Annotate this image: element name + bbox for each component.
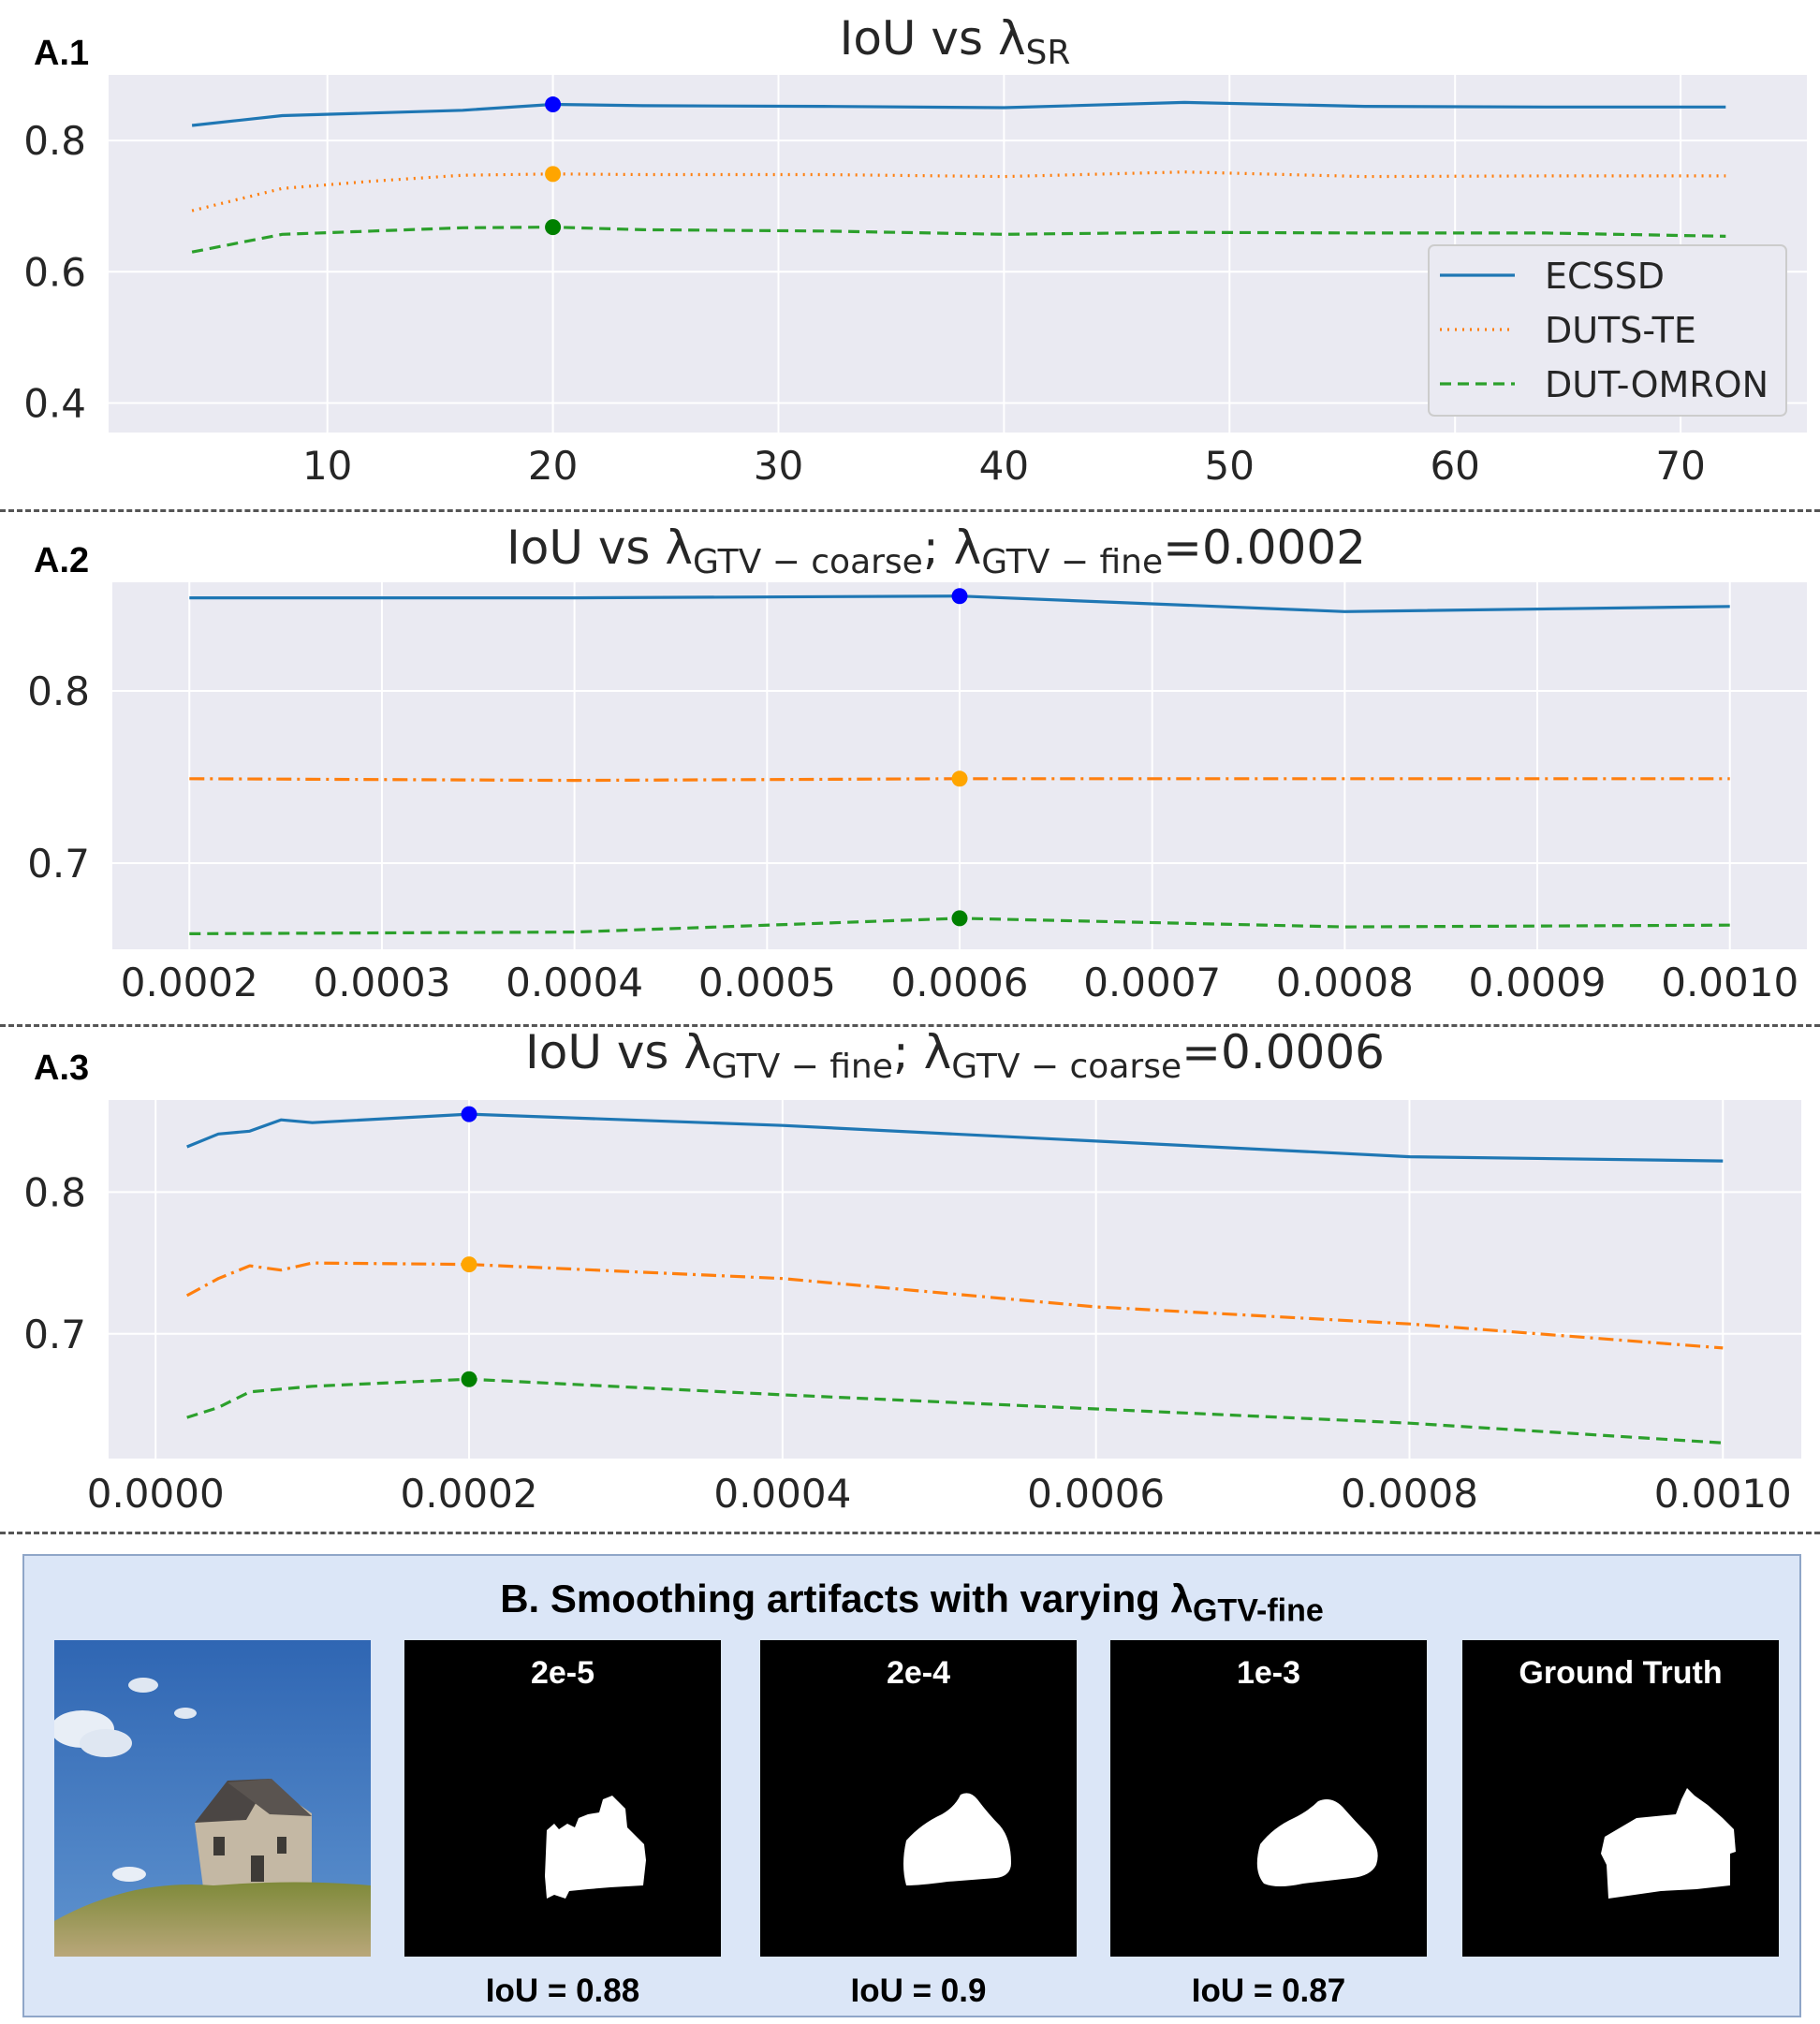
y-tick-label: 0.8 xyxy=(23,1169,86,1216)
chart-a1-title: IoU vs $\lambda_{SR}$ xyxy=(839,11,1071,72)
chart-a1 xyxy=(0,0,1820,506)
x-tick-label: 50 xyxy=(1204,443,1255,489)
panel-label-a2: A.2 xyxy=(34,541,90,580)
iou-2e-4: IoU = 0.9 xyxy=(850,1973,987,2009)
mask-1e-3 xyxy=(1110,1640,1427,1957)
highlight-point xyxy=(545,166,561,182)
chart-a2-title: IoU vs $\lambda_{GTV - coarse}$; $\lambda_{GTV - fine}=0.0002$ xyxy=(506,521,1366,581)
x-tick-label: 10 xyxy=(301,443,353,489)
highlight-point xyxy=(545,219,561,235)
mask-2e-5 xyxy=(404,1640,721,1957)
x-tick-label: 0.0009 xyxy=(1468,960,1607,1005)
mask-label: 2e-5 xyxy=(530,1655,595,1691)
legend-label: DUT-OMRON xyxy=(1545,364,1769,405)
chart-a3-title: IoU vs $\lambda_{GTV - fine}$; $\lambda_{GTV - coarse}=0.0006$ xyxy=(525,1025,1385,1086)
panel-label-a1: A.1 xyxy=(34,34,90,73)
y-tick-label: 0.7 xyxy=(27,840,90,887)
x-tick-label: 0.0006 xyxy=(890,960,1029,1005)
y-tick-label: 0.8 xyxy=(23,118,86,165)
mask-ground-truth xyxy=(1462,1640,1779,1957)
highlight-point xyxy=(545,96,561,112)
x-tick-label: 0.0002 xyxy=(400,1471,538,1517)
x-tick-label: 0.0005 xyxy=(697,960,836,1005)
y-tick-label: 0.4 xyxy=(23,380,86,427)
plot-area xyxy=(109,1100,1801,1459)
highlight-point xyxy=(462,1107,477,1122)
x-tick-label: 20 xyxy=(527,443,579,489)
panel-b xyxy=(22,1554,1801,2017)
mask-2e-4 xyxy=(760,1640,1077,1957)
x-tick-label: 40 xyxy=(978,443,1030,489)
highlight-point xyxy=(952,910,968,926)
x-tick-label: 0.0006 xyxy=(1027,1471,1166,1517)
x-tick-label: 0.0004 xyxy=(506,960,644,1005)
y-tick-label: 0.7 xyxy=(23,1311,86,1357)
y-tick-label: 0.6 xyxy=(23,249,86,296)
iou-2e-5: IoU = 0.88 xyxy=(485,1973,640,2009)
legend-label: ECSSD xyxy=(1545,256,1666,297)
x-tick-label: 0.0008 xyxy=(1340,1471,1478,1517)
x-tick-label: 0.0010 xyxy=(1661,960,1799,1005)
chart-a3 xyxy=(0,1016,1820,1540)
x-tick-label: 0.0000 xyxy=(86,1471,225,1517)
highlight-point xyxy=(462,1371,477,1387)
iou-1e-3: IoU = 0.87 xyxy=(1191,1973,1346,2009)
mask-label: 2e-4 xyxy=(886,1655,951,1691)
x-tick-label: 0.0008 xyxy=(1275,960,1414,1005)
x-tick-label: 0.0010 xyxy=(1653,1471,1792,1517)
legend-label: DUTS-TE xyxy=(1545,310,1696,351)
chart-a2 xyxy=(0,506,1820,1011)
panel-label-a3: A.3 xyxy=(34,1049,90,1088)
x-tick-label: 0.0002 xyxy=(120,960,258,1005)
mask-label: Ground Truth xyxy=(1519,1655,1723,1691)
mask-label: 1e-3 xyxy=(1236,1655,1301,1691)
house-photo xyxy=(54,1640,371,1957)
highlight-point xyxy=(952,770,968,786)
panel-b-title: B. Smoothing artifacts with varying $\lambda_{GTV-fine}$ xyxy=(500,1577,1324,1629)
separator-1 xyxy=(0,509,1820,512)
highlight-point xyxy=(952,588,968,604)
x-tick-label: 30 xyxy=(753,443,804,489)
x-tick-label: 0.0004 xyxy=(713,1471,852,1517)
separator-3 xyxy=(0,1532,1820,1534)
x-tick-label: 0.0003 xyxy=(313,960,451,1005)
x-tick-label: 60 xyxy=(1430,443,1480,489)
y-tick-label: 0.8 xyxy=(27,667,90,714)
highlight-point xyxy=(462,1256,477,1272)
x-tick-label: 0.0007 xyxy=(1083,960,1222,1005)
separator-2 xyxy=(0,1024,1820,1027)
x-tick-label: 70 xyxy=(1655,443,1706,489)
